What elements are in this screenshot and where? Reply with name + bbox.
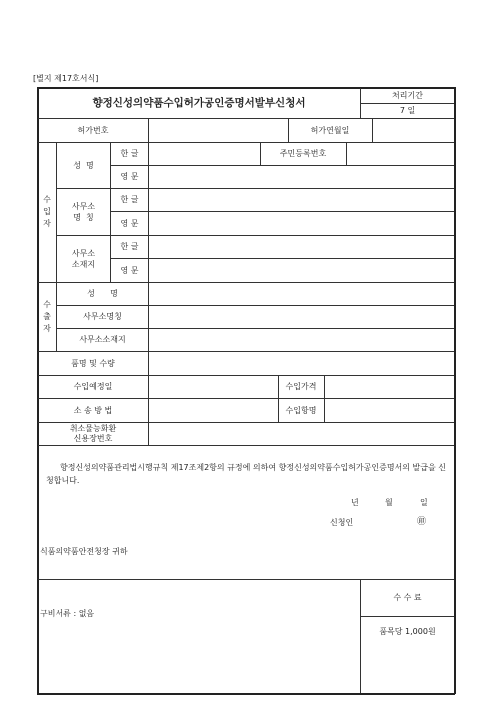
credit-number-label: 취소물능화환 신용장번호 [69,423,117,443]
import-port-field[interactable] [325,398,453,422]
office-name-english-field[interactable] [149,211,453,235]
date-year-label: 년 [351,498,359,507]
office-name-english-label: 영 문 [120,218,139,228]
import-date-label: 수입예정일 [73,382,113,391]
form-number-label: [별지 제17호서식] [33,74,99,83]
import-price-field[interactable] [325,375,453,398]
exporter-group-label: 수 출 자 [43,299,51,333]
import-date-field[interactable] [149,375,277,398]
office-name-label: 사무소 명 칭 [71,201,96,222]
office-name-korean-field[interactable] [149,188,453,211]
name-english-field[interactable] [149,165,453,188]
credit-number-field[interactable] [149,422,453,445]
date-month-label: 월 [385,498,393,507]
shipping-method-label: 소 송 방 법 [73,405,113,415]
resident-number-field[interactable] [347,142,453,165]
required-documents: 구비서류 : 없음 [40,609,95,618]
permit-date-label: 허가연월일 [310,125,350,135]
name-korean-label: 한 글 [120,149,139,158]
exporter-office-address-label: 사무소소재지 [79,335,126,344]
permit-number-label: 허가번호 [77,125,109,135]
permit-date-field[interactable] [373,118,453,142]
exporter-name-label: 성 명 [87,289,118,298]
fee-value: 품목당 1,000원 [379,626,436,636]
applicant-label: 신청인 [330,518,354,527]
office-address-korean-field[interactable] [149,235,453,258]
office-address-korean-label: 한 글 [120,242,139,251]
office-address-english-field[interactable] [149,258,453,282]
importer-group-label: 수 입 자 [43,195,51,228]
exporter-office-name-field[interactable] [149,305,453,328]
fee-label: 수 수 료 [393,593,422,602]
name-english-label: 영 문 [120,172,139,181]
permit-number-field[interactable] [149,118,287,142]
exporter-name-field[interactable] [149,282,453,305]
processing-period-value: 7 일 [399,106,416,115]
product-quantity-label: 품명 및 수량 [71,358,115,368]
form-title: 향정신성의약품수입허가공인증명서발부신청서 [92,96,306,109]
resident-number-label: 주민등록번호 [279,149,327,158]
addressee: 식품의약품안전청장 귀하 [40,547,128,556]
import-price-label: 수입가격 [285,382,317,391]
processing-period-label: 처리기간 [392,91,423,100]
seal-mark: ㊞ [417,517,427,527]
product-quantity-field[interactable] [149,351,453,375]
office-address-label: 사무소 소재지 [71,248,96,269]
exporter-office-name-label: 사무소명칭 [83,312,122,321]
office-name-korean-label: 한 글 [120,195,139,204]
importer-name-label: 성 명 [73,160,94,170]
exporter-office-address-field[interactable] [149,328,453,351]
import-port-label: 수입항명 [285,405,317,415]
shipping-method-field[interactable] [149,398,277,422]
name-korean-field[interactable] [149,142,259,165]
application-statement: 향정신성의약품관리법시행규칙 제17조제2항의 규정에 의하여 향정신성의약품수입허가공인증명서의 발급을 신청합니다. [46,463,447,485]
date-day-label: 일 [420,498,428,507]
office-address-english-label: 영 문 [120,265,139,275]
